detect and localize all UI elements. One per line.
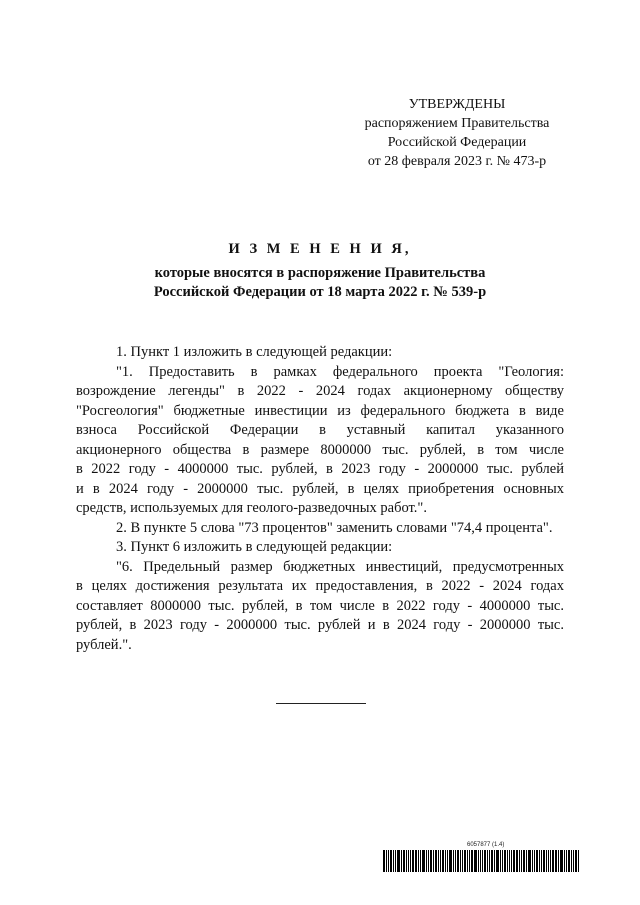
- barcode-bar: [566, 850, 567, 872]
- barcode-bar: [449, 850, 452, 872]
- barcode-bar: [445, 850, 446, 872]
- paragraph-4: 3. Пункт 6 изложить в следующей редакции:: [116, 539, 393, 555]
- subtitle-line: которые вносятся в распоряжение Правительства: [154, 265, 486, 281]
- barcode-bar: [539, 850, 540, 872]
- barcode-bar: [467, 850, 468, 872]
- approval-heading: УТВЕРЖДЕНЫ: [408, 97, 506, 112]
- barcode-bar: [383, 850, 385, 872]
- barcode-bar: [438, 850, 439, 872]
- barcode-bar: [390, 850, 392, 872]
- end-separator: [276, 703, 366, 704]
- barcode-bar: [494, 850, 495, 872]
- barcode-bar: [534, 850, 535, 872]
- barcode-bar: [500, 850, 501, 872]
- paragraph-5-line: рублей.".: [76, 636, 132, 653]
- barcode-bar: [558, 850, 559, 872]
- barcode-bar: [386, 850, 387, 872]
- approval-line: Российской Федерации: [387, 135, 527, 150]
- barcode-bar: [555, 850, 557, 872]
- barcode-bar: [564, 850, 565, 872]
- paragraph-5-line: "6. Предельный размер бюджетных инвестиций, предусмотренных: [116, 558, 564, 575]
- barcode-bar: [573, 850, 574, 872]
- paragraph-2-line: и в 2024 году - 2000000 тыс. рублей, в целях приобретения основных: [76, 480, 564, 497]
- paragraph-5-line: составляет 8000000 тыс. рублей, в том числе в 2022 году - 4000000 тыс.: [76, 597, 564, 614]
- barcode-bar: [426, 850, 427, 872]
- barcode-bar: [455, 850, 456, 872]
- paragraph-5-line: в целях достижения результата их предоставления, в 2022 - 2024 годах: [76, 578, 564, 594]
- barcode-bar: [496, 850, 499, 872]
- barcode-bar: [462, 850, 463, 872]
- barcode-bar: [406, 850, 407, 872]
- paragraph-5-line: рублей, в 2023 году - 2000000 тыс. рублей и в 2024 году - 2000000 тыс.: [76, 617, 564, 633]
- paragraph-2-line: в 2022 году - 4000000 тыс. рублей, в 2023 году - 2000000 тыс. рублей: [76, 461, 564, 477]
- barcode-bar: [415, 850, 417, 872]
- barcode-bar: [482, 850, 483, 872]
- barcode: [383, 850, 595, 872]
- barcode-bar: [511, 850, 512, 872]
- barcode-bar: [397, 850, 400, 872]
- approval-block: [352, 95, 562, 171]
- barcode-bar: [410, 850, 411, 872]
- barcode-bar: [541, 850, 542, 872]
- barcode-bar: [560, 850, 563, 872]
- barcode-bar: [420, 850, 421, 872]
- barcode-bar: [523, 850, 525, 872]
- paragraph-2-line: средств, используемых для геолого-разведочных работ.".: [76, 500, 427, 516]
- barcode-bar: [546, 850, 547, 872]
- document-title: И З М Е Н Е Н И Я,: [228, 241, 412, 257]
- approval-date: от 28 февраля 2023 г. № 473-р: [367, 154, 547, 169]
- barcode-bar: [430, 850, 432, 872]
- barcode-bar: [575, 850, 577, 872]
- barcode-bar: [521, 850, 522, 872]
- barcode-bar: [571, 850, 572, 872]
- barcode-bar: [504, 850, 506, 872]
- paragraph-2-line: возрождение легенды" в 2022 - 2024 годах акционерному обществу: [76, 383, 564, 399]
- paragraph-2-line: акционерного общества в размере 8000000 тыс. рублей, в том числе: [76, 441, 564, 458]
- barcode-bar: [489, 850, 490, 872]
- barcode-bar: [516, 850, 518, 872]
- barcode-bar: [507, 850, 508, 872]
- barcode-bar: [388, 850, 389, 872]
- barcode-bar: [408, 850, 409, 872]
- barcode-bar: [528, 850, 531, 872]
- barcode-bar: [440, 850, 441, 872]
- barcode-bar: [543, 850, 545, 872]
- barcode-bar: [536, 850, 538, 872]
- subtitle-line: Российской Федерации от 18 марта 2022 г. № 539-р: [153, 284, 487, 300]
- barcode-bar: [428, 850, 429, 872]
- barcode-bar: [552, 850, 554, 872]
- barcode-bar: [484, 850, 486, 872]
- barcode-bar: [548, 850, 549, 872]
- barcode-bar: [418, 850, 419, 872]
- barcode-bar: [412, 850, 414, 872]
- barcode-bar: [422, 850, 425, 872]
- barcode-bar: [393, 850, 394, 872]
- paragraph-1: 1. Пункт 1 изложить в следующей редакции:: [116, 344, 393, 360]
- barcode-bar: [471, 850, 473, 872]
- paragraph-2-line: "Росгеология" бюджетные инвестиции из федерального бюджета в виде: [76, 402, 564, 419]
- paragraph-2-line: взноса Российской Федерации в уставный капитал указанного: [76, 422, 564, 438]
- barcode-bar: [519, 850, 520, 872]
- barcode-bar: [502, 850, 503, 872]
- document-body: [76, 343, 564, 655]
- barcode-bar: [491, 850, 493, 872]
- barcode-bar: [568, 850, 570, 872]
- barcode-bar: [460, 850, 461, 872]
- document-subtitle: [100, 264, 540, 302]
- barcode-bar: [509, 850, 510, 872]
- barcode-bar: [435, 850, 437, 872]
- barcode-bar: [550, 850, 551, 872]
- barcode-bar: [457, 850, 459, 872]
- barcode-bar: [453, 850, 454, 872]
- barcode-bar: [526, 850, 527, 872]
- barcode-bar: [513, 850, 515, 872]
- barcode-bar: [578, 850, 579, 872]
- barcode-bar: [395, 850, 396, 872]
- document-code: 6057877 (1.4): [467, 842, 505, 848]
- paragraph-2-line: "1. Предоставить в рамках федерального проекта "Геология:: [116, 363, 564, 380]
- barcode-bar: [469, 850, 470, 872]
- barcode-bar: [487, 850, 488, 872]
- barcode-bar: [433, 850, 434, 872]
- barcode-bar: [447, 850, 448, 872]
- barcode-bar: [532, 850, 533, 872]
- barcode-bar: [480, 850, 481, 872]
- barcode-bar: [403, 850, 405, 872]
- barcode-bar: [401, 850, 402, 872]
- barcode-bar: [442, 850, 444, 872]
- paragraph-3: 2. В пункте 5 слова "73 процентов" заменить словами "74,4 процента".: [116, 519, 553, 536]
- barcode-bar: [478, 850, 479, 872]
- approval-line: распоряжением Правительства: [364, 116, 550, 131]
- barcode-bar: [464, 850, 466, 872]
- barcode-bar: [474, 850, 477, 872]
